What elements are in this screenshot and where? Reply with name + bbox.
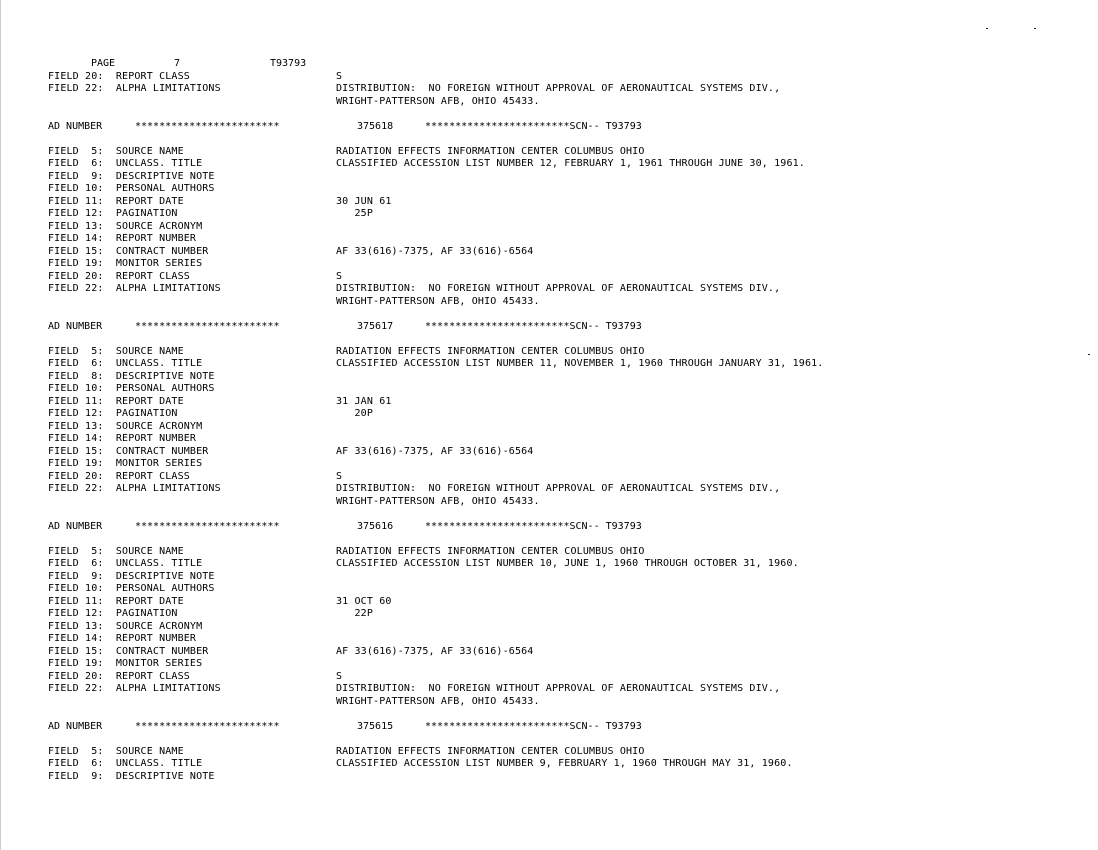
record-1-field-label: FIELD 5: SOURCE NAME [48, 145, 184, 157]
record-1-field-label: FIELD 20: REPORT CLASS [48, 270, 190, 282]
record-3-field-value: S [336, 670, 343, 682]
record-2-field-label: FIELD 11: REPORT DATE [48, 395, 184, 407]
record-3-field-value: WRIGHT-PATTERSON AFB, OHIO 45433. [336, 695, 540, 707]
top-field-value: DISTRIBUTION: NO FOREIGN WITHOUT APPROVAL OF AERONAUTICAL SYSTEMS DIV., [336, 83, 781, 94]
record-3-field-label: FIELD 5: SOURCE NAME [48, 545, 184, 557]
record-2-field-value: RADIATION EFFECTS INFORMATION CENTER COLUMBUS OHIO [336, 345, 645, 357]
record-2-field-label: FIELD 12: PAGINATION [48, 408, 178, 419]
ad-number: 375615 [357, 720, 394, 732]
record-2-field-label: FIELD 19: MONITOR SERIES [48, 458, 203, 469]
record-3-field-label: FIELD 9: DESCRIPTIVE NOTE [48, 570, 215, 582]
record-3-field-label: FIELD 19: MONITOR SERIES [48, 658, 203, 669]
record-3-field-label: FIELD 22: ALPHA LIMITATIONS [48, 683, 221, 694]
record-3-field-value: 31 OCT 60 [336, 595, 392, 607]
record-1-field-label: FIELD 19: MONITOR SERIES [48, 258, 203, 269]
record-2-field-label: FIELD 14: REPORT NUMBER [48, 433, 197, 444]
record-2-field-label: FIELD 6: UNCLASS. TITLE [48, 358, 203, 369]
ad-number-label: AD NUMBER [48, 520, 103, 532]
scan-speck [1088, 354, 1090, 355]
record-2-field-value: DISTRIBUTION: NO FOREIGN WITHOUT APPROVAL OF AERONAUTICAL SYSTEMS DIV., [336, 483, 781, 494]
record-4-field-value: RADIATION EFFECTS INFORMATION CENTER COLUMBUS OHIO [336, 745, 645, 757]
top-field-label: FIELD 20: REPORT CLASS [48, 70, 190, 82]
record-2-field-label: FIELD 10: PERSONAL AUTHORS [48, 383, 215, 394]
record-1-field-value: RADIATION EFFECTS INFORMATION CENTER COLUMBUS OHIO [336, 145, 645, 157]
ad-number-label: AD NUMBER [48, 720, 103, 732]
record-4-field-label: FIELD 9: DESCRIPTIVE NOTE [48, 770, 215, 782]
top-field-value: S [336, 70, 343, 82]
record-2-field-value: 31 JAN 61 [336, 395, 392, 407]
record-4-field-label: FIELD 6: UNCLASS. TITLE [48, 758, 203, 769]
record-3-field-value: RADIATION EFFECTS INFORMATION CENTER COLUMBUS OHIO [336, 545, 645, 557]
record-1-field-label: FIELD 14: REPORT NUMBER [48, 233, 197, 244]
record-1-field-value: AF 33(616)-7375, AF 33(616)-6564 [336, 245, 534, 257]
ad-stars-left: ************************ [135, 520, 280, 532]
record-3-field-value: DISTRIBUTION: NO FOREIGN WITHOUT APPROVAL OF AERONAUTICAL SYSTEMS DIV., [336, 683, 781, 694]
scan-speck [1034, 28, 1036, 29]
record-3-field-label: FIELD 11: REPORT DATE [48, 595, 184, 607]
record-2-field-label: FIELD 13: SOURCE ACRONYM [48, 420, 203, 432]
record-2-field-value: S [336, 470, 343, 482]
record-1-field-value: DISTRIBUTION: NO FOREIGN WITHOUT APPROVAL OF AERONAUTICAL SYSTEMS DIV., [336, 283, 781, 294]
record-1-field-value: WRIGHT-PATTERSON AFB, OHIO 45433. [336, 295, 540, 307]
scan-left-edge [0, 0, 1, 850]
ad-stars-left: ************************ [135, 720, 280, 732]
page-search-code: T93793 [270, 58, 307, 69]
record-1-field-label: FIELD 9: DESCRIPTIVE NOTE [48, 170, 215, 182]
record-1-field-label: FIELD 15: CONTRACT NUMBER [48, 245, 209, 257]
ad-stars-right: ************************SCN-- T93793 [425, 520, 642, 532]
record-1-field-label: FIELD 11: REPORT DATE [48, 195, 184, 207]
ad-number: 375617 [357, 320, 394, 332]
record-1-field-label: FIELD 22: ALPHA LIMITATIONS [48, 283, 221, 294]
record-1-field-label: FIELD 6: UNCLASS. TITLE [48, 158, 203, 169]
record-2-field-label: FIELD 20: REPORT CLASS [48, 470, 190, 482]
record-1-field-label: FIELD 12: PAGINATION [48, 208, 178, 219]
ad-number-label: AD NUMBER [48, 320, 103, 332]
record-1-field-label: FIELD 10: PERSONAL AUTHORS [48, 183, 215, 194]
page-number: 7 [174, 58, 181, 69]
record-3-field-label: FIELD 15: CONTRACT NUMBER [48, 645, 209, 657]
ad-stars-right: ************************SCN-- T93793 [425, 320, 642, 332]
top-field-value: WRIGHT-PATTERSON AFB, OHIO 45433. [336, 95, 540, 107]
record-3-field-value: 22P [336, 608, 374, 619]
record-2-field-value: AF 33(616)-7375, AF 33(616)-6564 [336, 445, 534, 457]
ad-stars-right: ************************SCN-- T93793 [425, 120, 642, 132]
ad-number-label: AD NUMBER [48, 120, 103, 132]
ad-number: 375618 [357, 120, 394, 132]
record-2-field-label: FIELD 15: CONTRACT NUMBER [48, 445, 209, 457]
record-4-field-value: CLASSIFIED ACCESSION LIST NUMBER 9, FEBRUARY 1, 1960 THROUGH MAY 31, 1960. [336, 758, 793, 769]
scan-speck [986, 28, 988, 29]
record-2-field-label: FIELD 5: SOURCE NAME [48, 345, 184, 357]
record-3-field-label: FIELD 6: UNCLASS. TITLE [48, 558, 203, 569]
ad-stars-left: ************************ [135, 120, 280, 132]
record-1-field-value: 25P [336, 208, 374, 219]
record-3-field-label: FIELD 10: PERSONAL AUTHORS [48, 583, 215, 594]
ad-stars-left: ************************ [135, 320, 280, 332]
page-label: PAGE [91, 58, 116, 69]
record-1-field-label: FIELD 13: SOURCE ACRONYM [48, 220, 203, 232]
record-4-field-label: FIELD 5: SOURCE NAME [48, 745, 184, 757]
record-2-field-label: FIELD 8: DESCRIPTIVE NOTE [48, 370, 215, 382]
record-2-field-label: FIELD 22: ALPHA LIMITATIONS [48, 483, 221, 494]
ad-number: 375616 [357, 520, 394, 532]
record-1-field-value: 30 JUN 61 [336, 195, 392, 207]
record-3-field-value: AF 33(616)-7375, AF 33(616)-6564 [336, 645, 534, 657]
record-3-field-label: FIELD 12: PAGINATION [48, 608, 178, 619]
ad-stars-right: ************************SCN-- T93793 [425, 720, 642, 732]
record-3-field-label: FIELD 13: SOURCE ACRONYM [48, 620, 203, 632]
record-3-field-label: FIELD 20: REPORT CLASS [48, 670, 190, 682]
record-2-field-value: WRIGHT-PATTERSON AFB, OHIO 45433. [336, 495, 540, 507]
record-2-field-value: CLASSIFIED ACCESSION LIST NUMBER 11, NOVEMBER 1, 1960 THROUGH JANUARY 31, 1961. [336, 358, 824, 369]
record-1-field-value: S [336, 270, 343, 282]
record-3-field-value: CLASSIFIED ACCESSION LIST NUMBER 10, JUNE 1, 1960 THROUGH OCTOBER 31, 1960. [336, 558, 799, 569]
record-3-field-label: FIELD 14: REPORT NUMBER [48, 633, 197, 644]
top-field-label: FIELD 22: ALPHA LIMITATIONS [48, 83, 221, 94]
record-1-field-value: CLASSIFIED ACCESSION LIST NUMBER 12, FEBRUARY 1, 1961 THROUGH JUNE 30, 1961. [336, 158, 805, 169]
record-2-field-value: 20P [336, 408, 374, 419]
